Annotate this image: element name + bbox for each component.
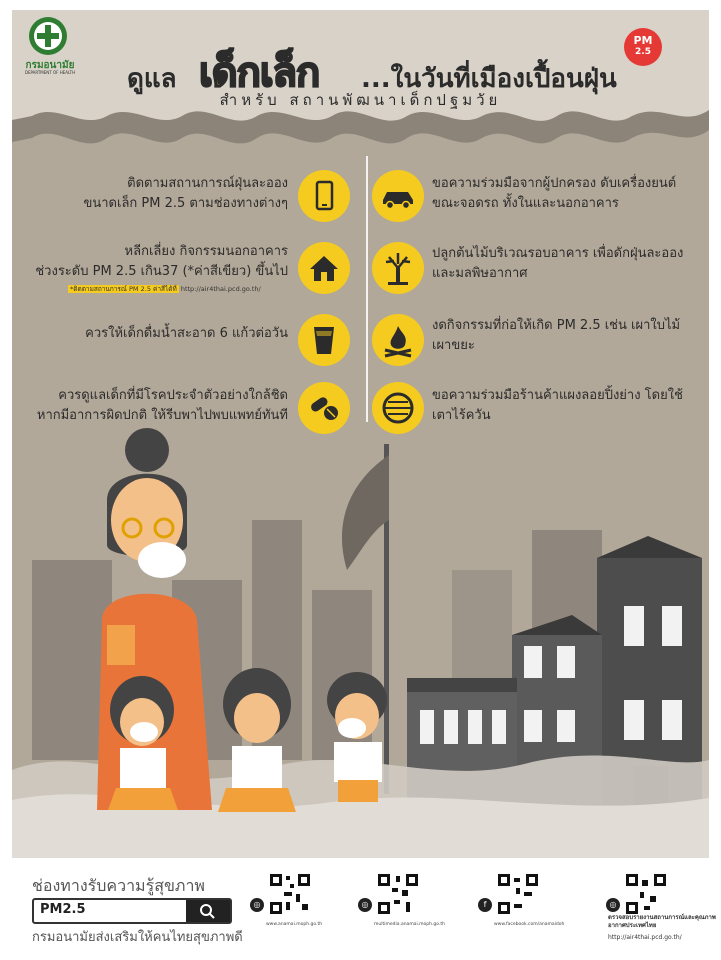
house-icon (298, 242, 350, 294)
department-logo (18, 14, 78, 76)
right-item-3-line2: เผาขยะ (432, 338, 475, 353)
right-item-2-line2: และมลพิษอากาศ (432, 266, 528, 281)
qr-code-icon (496, 872, 540, 916)
air4thai-note (68, 284, 261, 294)
left-item-3-text (26, 324, 288, 344)
footer-title: ช่องทางรับความรู้สุขภาพ (32, 876, 205, 895)
illustration-scene (12, 410, 709, 858)
water-glass-icon (298, 314, 350, 366)
globe-icon: ◎ (250, 898, 264, 912)
qr-website-url[interactable]: www.anamai.moph.go.th (266, 922, 323, 927)
department-emblem-icon (18, 14, 78, 58)
qr-code-icon (376, 872, 420, 916)
qr-facebook-url[interactable]: www.facebook.com/anamaidoh (494, 922, 565, 927)
air4thai-caption: ตรวจสอบรายงานสถานการณ์และคุณภาพอากาศประเทศไทย (608, 914, 716, 929)
column-divider (366, 156, 368, 422)
pm25-badge-top: PM (633, 34, 653, 47)
qr-code-icon (624, 872, 668, 916)
qr-facebook[interactable] (478, 872, 565, 942)
left-item-4-line2: หากมีอาการผิดปกติ ให้รีบพาไปพบแพทย์ทันที (36, 408, 288, 423)
title-part-2: ...ในวันที่เมืองเปื้อนฝุ่น (361, 64, 617, 94)
globe-icon: ◎ (606, 898, 620, 912)
pm25-badge-bottom: 2.5 (635, 47, 651, 57)
globe-icon: ◎ (358, 898, 372, 912)
org-name-en: DEPARTMENT OF HEALTH (24, 70, 76, 75)
right-item-2-text (432, 244, 702, 284)
car-icon (372, 170, 424, 222)
left-item-3-line1: ควรให้เด็กดื่มน้ำสะอาด 6 แก้วต่อวัน (85, 326, 288, 341)
left-item-1-line2: ขนาดเล็ก PM 2.5 ตามช่องทางต่างๆ (83, 196, 288, 211)
page-subtitle: สำหรับ สถานพัฒนาเด็กปฐมวัย (219, 91, 502, 109)
right-item-3-line1: งดกิจกรรมที่ก่อให้เกิด PM 2.5 เช่น เผาใบไม้ (432, 318, 681, 333)
pm25-badge (624, 28, 662, 66)
right-item-1-line2: ขณะจอดรถ ทั้งในและนอกอาคาร (432, 196, 619, 211)
title-highlight: เด็กเล็ก (199, 50, 320, 96)
left-item-2-text (26, 242, 288, 282)
qr-multimedia[interactable] (358, 872, 445, 942)
qr-code-icon (268, 872, 312, 916)
left-item-2-line2: ช่วงระดับ PM 2.5 เกิน37 (*ค่าสีเขียว) ขึ้นไป (35, 264, 288, 279)
right-item-2-line1: ปลูกต้นไม้บริเวณรอบอาคาร เพื่อดักฝุ่นละออง (432, 246, 684, 261)
air4thai-note-url[interactable]: http://air4thai.pcd.go.th/ (180, 285, 261, 293)
org-name: กรมอนามัย (25, 60, 75, 71)
qr-multimedia-url[interactable]: multimedia.anamai.moph.go.th (374, 922, 445, 927)
page-title (117, 38, 637, 94)
footer-search-box[interactable] (32, 898, 232, 924)
fire-icon (372, 314, 424, 366)
tree-icon (372, 242, 424, 294)
smartphone-icon (298, 170, 350, 222)
footer (12, 866, 716, 958)
qr-website[interactable] (250, 872, 323, 942)
left-item-4-line1: ควรดูแลเด็กที่มีโรคประจำตัวอย่างใกล้ชิด (58, 388, 288, 403)
title-part-1: ดูแล (127, 64, 177, 94)
left-item-1-line1: ติดตามสถานการณ์ฝุ่นละออง (127, 176, 288, 191)
footer-search-button[interactable] (186, 900, 230, 922)
left-item-2-line1: หลีกเลี่ยง กิจกรรมนอกอาคาร (124, 244, 288, 259)
poster-body (12, 10, 709, 858)
left-item-1-text (26, 174, 288, 214)
right-item-1-text (432, 174, 702, 214)
qr-air4thai[interactable] (606, 872, 676, 942)
right-item-4-line2: เตาไร้ควัน (432, 408, 491, 423)
air4thai-url[interactable]: http://air4thai.pcd.go.th/ (608, 934, 682, 941)
facebook-icon: f (478, 898, 492, 912)
search-icon (186, 900, 230, 922)
footer-slogan: กรมอนามัยส่งเสริมให้คนไทยสุขภาพดี (32, 930, 243, 945)
right-item-1-line1: ขอความร่วมมือจากผู้ปกครอง ดับเครื่องยนต์ (432, 176, 677, 191)
air4thai-note-label: *ติดตามสถานการณ์ PM 2.5 ค่าสีได้ที่ (70, 285, 177, 293)
right-item-3-text (432, 316, 702, 356)
footer-search-text: PM2.5 (40, 902, 86, 917)
right-item-4-line1: ขอความร่วมมือร้านค้าแผงลอยปิ้งย่าง โดยใช้ (432, 388, 683, 403)
